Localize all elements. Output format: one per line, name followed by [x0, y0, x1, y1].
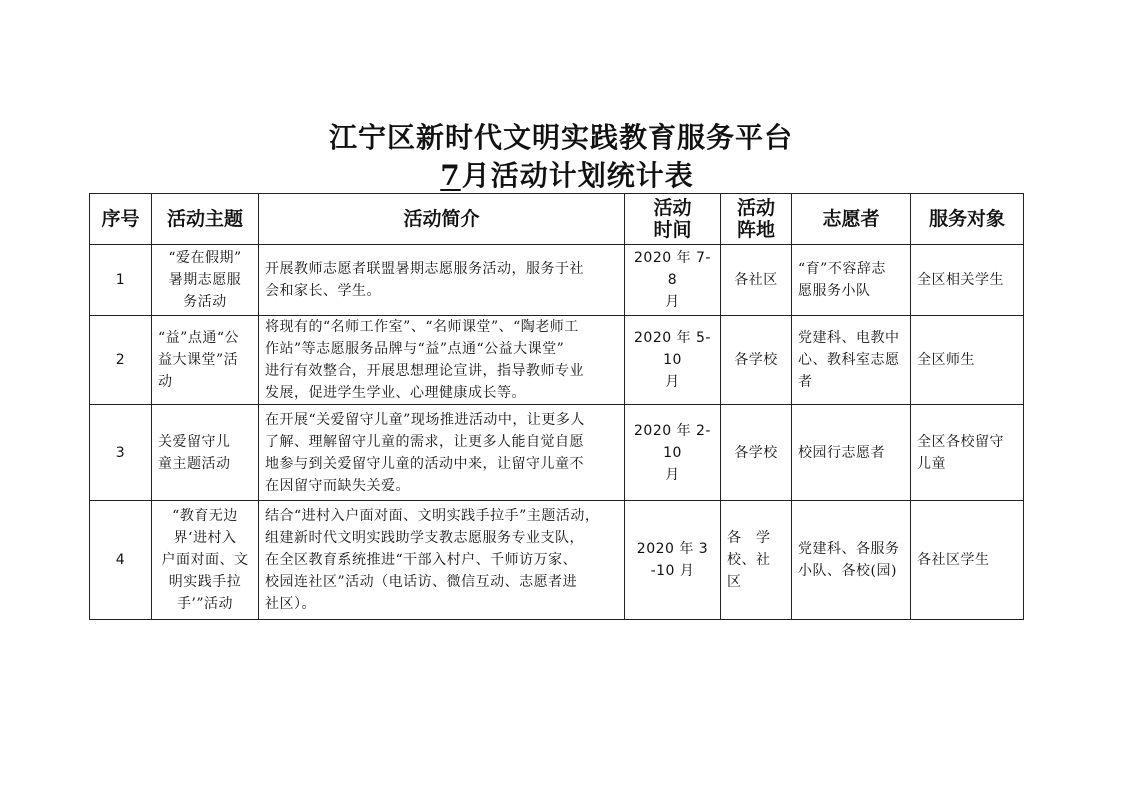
cell-desc: 结合“进村入户面对面、文明实践手拉手”主题活动， 组建新时代文明实践助学支教志愿服务专业支队， 在全区教育系统推进“干部入村户、千师访万家、 校园连社区”活动（电话访、微信互动、志愿者进 社区）。: [259, 501, 625, 620]
cell-volunteers: 党建科、电教中 心、教科室志愿 者: [792, 316, 911, 405]
table-row: [90, 405, 1024, 501]
table-row: [90, 245, 1024, 316]
cell-volunteers: “育”不容辞志 愿服务小队: [792, 245, 911, 316]
cell-target: 全区各校留守 儿童: [911, 405, 1024, 501]
cell-time: 2020 年 2-10 月: [625, 405, 721, 501]
cell-theme: “教育无边 界‘进村入 户面对面、文 明实践手拉 手’”活动: [152, 501, 259, 620]
cell-theme: 关爱留守儿 童主题活动: [152, 405, 259, 501]
cell-target: 全区师生: [911, 316, 1024, 405]
header-time: 活动 时间: [625, 194, 721, 245]
header-place: 活动 阵地: [721, 194, 792, 245]
activity-plan-table: [89, 193, 1024, 620]
table-row: [90, 501, 1024, 620]
cell-place: 各学校: [721, 405, 792, 501]
header-index: 序号: [90, 194, 152, 245]
cell-volunteers: 党建科、各服务 小队、各校(园): [792, 501, 911, 620]
table-row: [90, 316, 1024, 405]
header-theme: 活动主题: [152, 194, 259, 245]
cell-index: 4: [90, 501, 152, 620]
cell-index: 3: [90, 405, 152, 501]
cell-place: 各 学 校、社 区: [721, 501, 792, 620]
cell-theme: “益”点通“公 益大课堂”活 动: [152, 316, 259, 405]
page-title: 江宁区新时代文明实践教育服务平台: [328, 121, 793, 154]
cell-time: 2020 年 7-8 月: [625, 245, 721, 316]
cell-place: 各学校: [721, 316, 792, 405]
page-subtitle: [0, 160, 1122, 192]
cell-volunteers: 校园行志愿者: [792, 405, 911, 501]
header-target: 服务对象: [911, 194, 1024, 245]
cell-time: 2020 年 5-10 月: [625, 316, 721, 405]
header-volunteers: 志愿者: [792, 194, 911, 245]
cell-desc: 开展教师志愿者联盟暑期志愿服务活动，服务于社 会和家长、学生。: [259, 245, 625, 316]
subtitle-month: 7: [440, 159, 461, 192]
subtitle-text: 月活动计划统计表: [461, 159, 694, 192]
cell-place: 各社区: [721, 245, 792, 316]
table-header-row: [90, 194, 1024, 245]
cell-target: 全区相关学生: [911, 245, 1024, 316]
cell-theme: “爱在假期” 暑期志愿服 务活动: [152, 245, 259, 316]
cell-time: 2020 年 3 -10 月: [625, 501, 721, 620]
header-desc: 活动简介: [259, 194, 625, 245]
cell-index: 2: [90, 316, 152, 405]
cell-target: 各社区学生: [911, 501, 1024, 620]
cell-desc: 在开展“关爱留守儿童”现场推进活动中，让更多人 了解、理解留守儿童的需求，让更多人能自觉自愿 地参与到关爱留守儿童的活动中来，让留守儿童不 在因留守而缺失关爱。: [259, 405, 625, 501]
cell-desc: 将现有的“名师工作室”、“名师课堂”、“陶老师工 作站”等志愿服务品牌与“益”点通“公益大课堂” 进行有效整合，开展思想理论宣讲，指导教师专业 发展，促进学生学业、心理健康成长等。: [259, 316, 625, 405]
cell-index: 1: [90, 245, 152, 316]
